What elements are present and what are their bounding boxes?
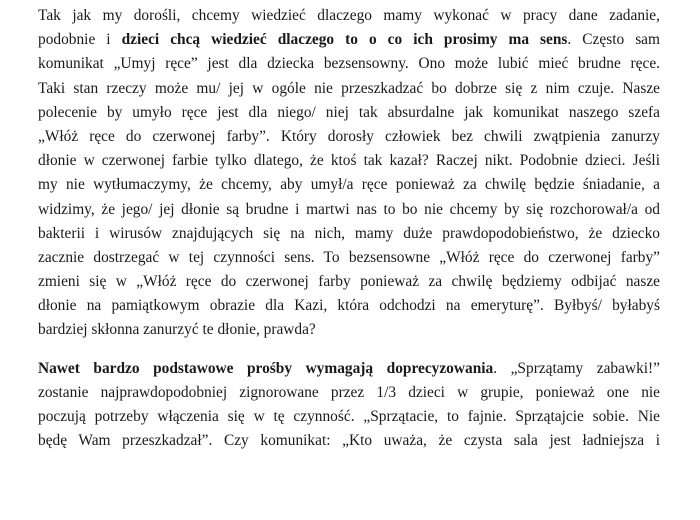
text-line: Tak jak my dorośli, chcemy wiedzieć dlaczego mamy wykonać w pracy dane zadanie, [38,7,660,24]
text-line: podobnie i dzieci chcą wiedzieć dlaczego to o co ich prosimy ma sens. Często sam [38,31,660,49]
emphasis-text: Nawet bardzo podstawowe prośby wymagają doprecyzowania [38,359,494,377]
text-line: dłonie na pamiątkowym obrazie dla Kazi, która odchodzi na emeryturę”. Byłbyś/ byłabyś [38,297,660,315]
text-line: polecenie by umyło ręce jest dla niego/ niej tak absurdalne jak komunikat naszego szefa [38,103,660,121]
text-line: będę Wam przeszkadzał”. Czy komunikat: „Kto uważa, że czysta sala jest ładniejsza i [38,432,660,450]
text-line: Taki stan rzeczy może mu/ jej w ogóle nie przeszkadzać bo dobrze się z nim czuje. Nasze [38,79,660,97]
emphasis-text: dzieci chcą wiedzieć dlaczego to o co ich prosimy ma sens [121,31,568,49]
text-line: my nie wytłumaczymy, że chcemy, aby umył/a ręce ponieważ za chwilę będzie śniadanie, a [38,176,660,194]
text-line: „Włóż ręce do czerwonej farby”. Który dorosły człowiek bez chwili zwątpienia zanurzy [38,127,660,145]
text-line: widzimy, że jego/ jej dłonie są brudne i martwi nas to bo nie chcemy by się rozchorował/a od [38,200,660,218]
paragraph-2 [38,357,660,454]
text-line: komunikat „Umyj ręce” jest dla dziecka bezsensowny. Ono może lubić mieć brudne ręce. [38,55,660,73]
paragraph-1 [38,4,660,343]
text-line: zacznie dostrzegać w tej czynności sens. To bezsensowne „Włóż ręce do czerwonej farby” [38,248,660,266]
text-line: dłonie w czerwonej farbie tylko dlatego, że ktoś tak kazał? Raczej nikt. Podobnie dzieci. Jeśli [38,152,660,170]
text-line: zostanie najprawdopodobniej zignorowane przez 1/3 dzieci w grupie, ponieważ one nie [38,383,660,401]
text-line: zmieni się w „Włóż ręce do czerwonej farby ponieważ za chwilę będziemy odbijać nasze [38,273,660,291]
text-line: bardziej skłonna zanurzyć te dłonie, prawda? [38,321,316,339]
text-line: poczują potrzeby włączenia się w tę czynność. „Sprzątacie, to fajnie. Sprzątajcie sobie. Nie [38,408,660,425]
text-line: Nawet bardzo podstawowe prośby wymagają doprecyzowania. „Sprzątamy zabawki!” [38,359,661,377]
document-page [38,4,660,453]
text-line: bakterii i wirusów znajdujących się na nich, mamy duże prawdopodobieństwo, że dziecko [38,224,660,242]
